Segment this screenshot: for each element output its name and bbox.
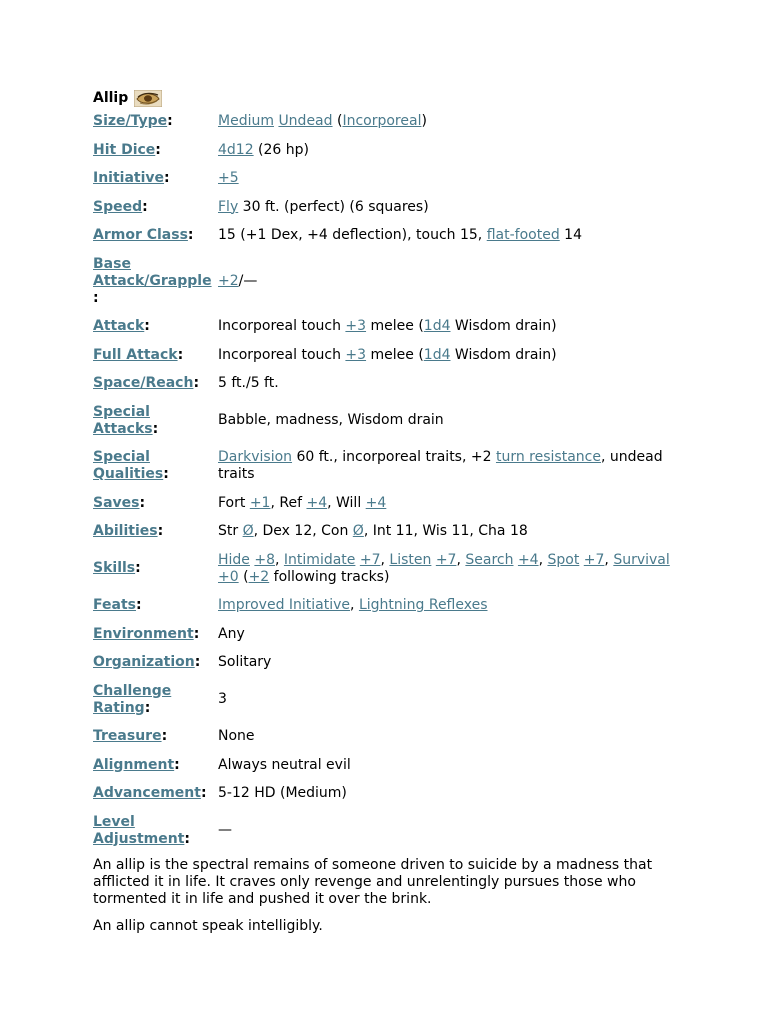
- monster-name: Allip: [93, 90, 129, 106]
- fly-link[interactable]: Fly: [218, 198, 239, 215]
- darkvision-link[interactable]: Darkvision: [218, 449, 293, 465]
- row-armor-class: Armor Class: 15 (+1 Dex, +4 deflection), touch 15, flat-footed 14: [93, 227, 582, 243]
- row-special-qualities: Special Qualities: Darkvision 60 ft., incorporeal traits, +2 turn resistance, undead traits: [93, 449, 663, 482]
- initiative-value-link[interactable]: +5: [218, 170, 239, 186]
- listen-link[interactable]: Listen: [389, 551, 432, 568]
- skills-link[interactable]: Skills: [93, 560, 136, 576]
- hit-dice-link[interactable]: Hit Dice: [93, 141, 156, 158]
- full-attack-text-mid: melee (: [366, 346, 424, 363]
- space-reach-link[interactable]: Space/Reach: [93, 375, 194, 391]
- str-label: Str: [218, 523, 243, 539]
- special-attacks-link[interactable]: Special Attacks: [93, 403, 153, 437]
- attack-text-end: Wisdom drain): [450, 318, 557, 334]
- size-type-link[interactable]: Size/Type: [93, 113, 168, 129]
- survival-bonus-link[interactable]: +0: [218, 568, 239, 585]
- attack-text-mid: melee (: [366, 318, 424, 334]
- row-attack: Attack: Incorporeal touch +3 melee (1d4 Wisdom drain): [93, 318, 557, 334]
- speed-text: 30 ft. (perfect) (6 squares): [238, 198, 429, 215]
- row-skills: Skills: Hide +8, Intimidate +7, Listen +7, Search +4, Spot +7, Survival +0 (+2 following tracks): [93, 551, 670, 585]
- special-attacks-value: Babble, madness, Wisdom drain: [218, 412, 444, 428]
- improved-initiative-link[interactable]: Improved Initiative: [218, 597, 351, 613]
- row-space-reach: Space/Reach: 5 ft./5 ft.: [93, 375, 683, 392]
- row-organization: Organization: Solitary: [93, 654, 683, 671]
- row-hit-dice: Hit Dice: 4d12 (26 hp): [93, 141, 310, 158]
- will-label: , Will: [327, 494, 366, 511]
- listen-bonus-link[interactable]: +7: [435, 551, 457, 568]
- search-bonus-link[interactable]: +4: [517, 551, 539, 568]
- attack-dice-link[interactable]: 1d4: [423, 318, 451, 334]
- incorporeal-link[interactable]: Incorporeal: [342, 113, 422, 129]
- organization-link[interactable]: Organization: [93, 654, 195, 670]
- ref-label: , Ref: [270, 494, 307, 511]
- attack-text: Incorporeal touch: [218, 318, 346, 334]
- advancement-value: 5-12 HD (Medium): [218, 785, 347, 801]
- ac-flat-value: 14: [559, 227, 582, 243]
- lightning-reflexes-link[interactable]: Lightning Reflexes: [358, 597, 488, 613]
- tracks-bonus-link[interactable]: +2: [248, 568, 270, 585]
- alignment-link[interactable]: Alignment: [93, 756, 175, 773]
- space-reach-value: 5 ft./5 ft.: [218, 375, 279, 391]
- alignment-value: Always neutral evil: [218, 756, 351, 773]
- saves-link[interactable]: Saves: [93, 494, 140, 511]
- row-alignment: Alignment: Always neutral evil: [93, 757, 683, 774]
- base-attack-grapple-link[interactable]: Base Attack/Grapple: [93, 255, 212, 289]
- fort-save-link[interactable]: +1: [249, 494, 271, 511]
- armor-class-link[interactable]: Armor Class: [93, 227, 188, 243]
- initiative-link[interactable]: Initiative: [93, 170, 165, 186]
- row-level-adjustment: Level Adjustment: —: [93, 814, 683, 848]
- hide-bonus-link[interactable]: +8: [254, 551, 276, 568]
- organization-value: Solitary: [218, 654, 272, 670]
- advancement-link[interactable]: Advancement: [93, 785, 201, 801]
- row-advancement: Advancement: 5-12 HD (Medium): [93, 785, 683, 802]
- survival-link[interactable]: Survival: [613, 551, 670, 568]
- row-special-attacks: Special Attacks: Babble, madness, Wisdom drain: [93, 404, 683, 438]
- level-adjustment-value: —: [218, 822, 232, 838]
- description-paragraph-2: An allip cannot speak intelligibly.: [93, 917, 323, 934]
- medium-link[interactable]: Medium: [218, 113, 274, 129]
- full-attack-dice-link[interactable]: 1d4: [423, 346, 451, 363]
- row-challenge-rating: Challenge Rating: 3: [93, 683, 683, 717]
- full-attack-text: Incorporeal touch: [218, 346, 346, 363]
- will-save-link[interactable]: +4: [365, 494, 387, 511]
- hp-text: (26 hp): [253, 141, 310, 158]
- tracks-text: following tracks): [269, 568, 390, 585]
- hide-link[interactable]: Hide: [218, 551, 250, 568]
- feats-link[interactable]: Feats: [93, 597, 136, 613]
- description: [93, 857, 683, 935]
- row-environment: Environment: Any: [93, 626, 683, 643]
- ref-save-link[interactable]: +4: [306, 494, 328, 511]
- row-initiative: Initiative: +5: [93, 170, 239, 186]
- row-size-type: Size/Type: Medium Undead (Incorporeal): [93, 113, 427, 129]
- attack-bonus-link[interactable]: +3: [345, 318, 367, 334]
- description-paragraph-1: An allip is the spectral remains of someone driven to suicide by a madness that afflicted it in life. It craves only revenge and unrelentingly pursues those who tormented it in life and pushed it over the brink.: [93, 856, 653, 907]
- hit-dice-value-link[interactable]: 4d12: [218, 141, 254, 158]
- challenge-rating-link[interactable]: Challenge Rating: [93, 682, 172, 716]
- row-treasure: Treasure: None: [93, 728, 683, 745]
- ac-text: 15 (+1 Dex, +4 deflection), touch 15,: [218, 227, 487, 243]
- environment-value: Any: [218, 625, 245, 642]
- con-null-link[interactable]: Ø: [352, 523, 364, 539]
- spot-bonus-link[interactable]: +7: [583, 551, 605, 568]
- full-attack-link[interactable]: Full Attack: [93, 346, 178, 363]
- abilities-link[interactable]: Abilities: [93, 523, 158, 539]
- treasure-link[interactable]: Treasure: [93, 728, 162, 744]
- abilities-mid: , Dex 12, Con: [253, 523, 353, 539]
- spot-link[interactable]: Spot: [547, 551, 580, 568]
- row-speed: Speed: Fly 30 ft. (perfect) (6 squares): [93, 198, 429, 215]
- turn-resistance-link[interactable]: turn resistance: [495, 449, 601, 465]
- challenge-rating-value: 3: [218, 691, 227, 707]
- attack-link[interactable]: Attack: [93, 318, 145, 334]
- bab-link[interactable]: +2: [218, 272, 239, 289]
- sq-text-end: , undead traits: [218, 449, 663, 482]
- speed-link[interactable]: Speed: [93, 198, 143, 215]
- sq-text: 60 ft., incorporeal traits, +2: [292, 449, 496, 465]
- abilities-rest: , Int 11, Wis 11, Cha 18: [363, 523, 528, 539]
- treasure-value: None: [218, 728, 255, 744]
- intimidate-bonus-link[interactable]: +7: [359, 551, 381, 568]
- undead-link[interactable]: Undead: [278, 113, 333, 129]
- allip-eye-icon: [134, 90, 162, 107]
- intimidate-link[interactable]: Intimidate: [283, 551, 356, 568]
- stat-block-page: [93, 86, 683, 945]
- row-base-attack: Base Attack/Grapple : +2/—: [93, 255, 258, 306]
- special-qualities-link[interactable]: Special Qualities: [93, 449, 164, 482]
- full-attack-bonus-link[interactable]: +3: [345, 346, 367, 363]
- full-attack-text-end: Wisdom drain): [450, 346, 557, 363]
- row-full-attack: Full Attack: Incorporeal touch +3 melee (1d4 Wisdom drain): [93, 346, 557, 363]
- title-row: [93, 86, 683, 110]
- str-null-link[interactable]: Ø: [242, 523, 254, 539]
- grapple-value: /—: [238, 272, 258, 289]
- row-abilities: Abilities: Str Ø, Dex 12, Con Ø, Int 11, Wis 11, Cha 18: [93, 523, 528, 539]
- search-link[interactable]: Search: [465, 551, 514, 568]
- flat-footed-link[interactable]: flat-footed: [486, 227, 560, 243]
- row-feats: Feats: Improved Initiative, Lightning Reflexes: [93, 597, 488, 613]
- fort-label: Fort: [218, 494, 250, 511]
- level-adjustment-link[interactable]: Level Adjustment: [93, 813, 185, 847]
- row-saves: Saves: Fort +1, Ref +4, Will +4: [93, 494, 387, 511]
- environment-link[interactable]: Environment: [93, 625, 194, 642]
- stats-table: [93, 113, 683, 848]
